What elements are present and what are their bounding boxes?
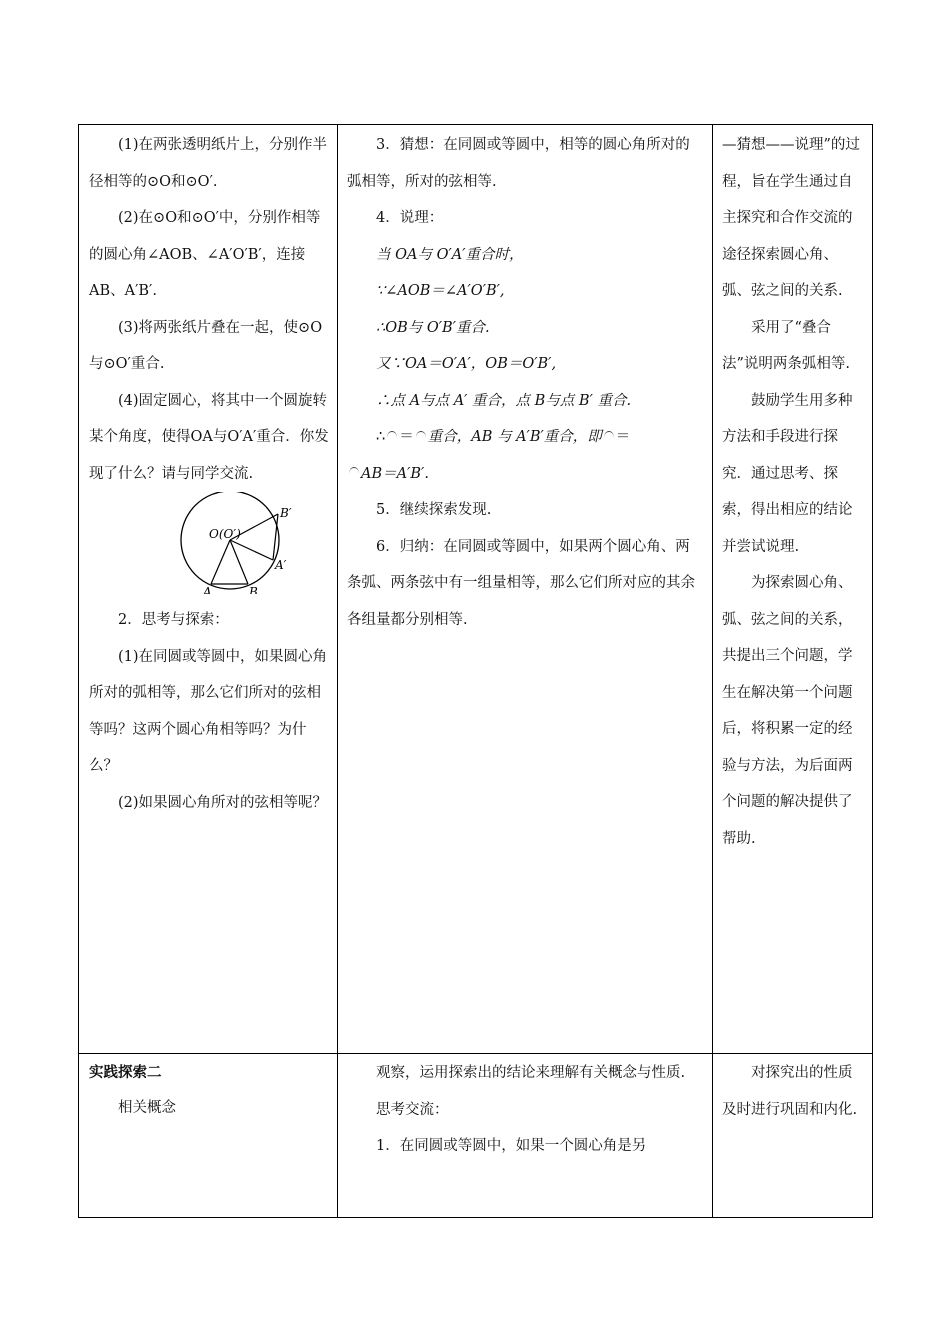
proof-line-3: ∴OB与 O′B′重合. — [376, 319, 490, 336]
proof-line-7-text: AB＝A′B′. — [361, 465, 429, 482]
lesson-table — [78, 124, 873, 1218]
row2-col3 — [722, 1055, 866, 1128]
arc-a-prime-b-prime-symbol — [349, 467, 359, 480]
therefore-symbol: ∴ — [376, 429, 386, 445]
circle-diagram — [179, 492, 309, 594]
proof-line-6 — [347, 419, 703, 456]
discussion-heading: 思考交流： — [376, 1101, 449, 1118]
proof-line-4: 又∵OA＝O′A′，OB＝O′B′, — [376, 356, 557, 372]
design-note-3: 鼓励学生用多种方法和手段进行探究．通过思考、探索，得出相应的结论并尝试说理. — [722, 392, 853, 555]
design-note-4: 为探索圆心角、弧、弦之间的关系，共提出三个问题，学生在解决第一个问题后，将积累一定的经验与方法，为后面两个问题的解决提供了帮助. — [722, 575, 853, 847]
proof-line-2: ∵∠AOB＝∠A′O′B′, — [376, 283, 505, 299]
equals-symbol: ＝ — [615, 429, 631, 445]
row-divider — [79, 1053, 872, 1054]
question-1: (1)在同圆或等圆中，如果圆心角所对的弧相等，那么它们所对的弦相等吗？这两个圆心角相等吗？为什么？ — [89, 648, 328, 774]
reasoning-heading: 4．说理： — [376, 210, 444, 226]
discussion-question-1: 1．在同圆或等圆中，如果一个圆心角是另 — [376, 1138, 647, 1154]
design-note-5: 对探究出的性质及时进行巩固和内化. — [722, 1065, 858, 1118]
proof-line-1: 当 OA与 O′A′重合时， — [376, 246, 524, 263]
design-note-1: —猜想——说理”的过程，旨在学生通过自主探究和合作交流的途径探索圆心角、弧、弦之间的关系. — [722, 137, 860, 299]
question-2: (2)如果圆心角所对的弦相等呢？ — [118, 794, 328, 811]
row1-col1 — [89, 127, 329, 821]
arc-a-prime-b-prime-symbol — [416, 431, 426, 444]
proof-line-7 — [347, 456, 703, 493]
label-center: O(O′) — [209, 527, 241, 541]
summary-conclusion: 6．归纳：在同圆或等圆中，如果两个圆心角、两条弧、两条弦中有一组量相等，那么它们所对应的其余各组量都分别相等. — [347, 538, 695, 628]
label-b-prime: B′ — [280, 506, 292, 520]
equals-symbol: ＝ — [399, 429, 414, 445]
radius-oa — [211, 540, 230, 584]
arc-ab-symbol — [387, 431, 397, 444]
circle-figure — [179, 492, 309, 594]
conjecture: 3．猜想：在同圆或等圆中，相等的圆心角所对的弧相等，所对的弦相等. — [347, 137, 690, 190]
design-note-2: 采用了“叠合法”说明两条弧相等. — [722, 319, 851, 372]
row2-col2 — [347, 1055, 703, 1165]
activity-step-4: (4)固定圆心，将其中一个圆旋转某个角度，使得OA与O′A′重合．你发现了什么？请与同学交流. — [89, 392, 329, 482]
activity-step-1: (1)在两张透明纸片上，分别作半径相等的⊙O和⊙O′. — [89, 137, 328, 190]
activity-step-2: (2)在⊙O和⊙O′中，分别作相等的圆心角∠AOB、∠A′O′B′，连接AB、A′B′. — [89, 210, 321, 299]
activity-step-3: (3)将两张纸片叠在一起，使⊙O与⊙O′重合. — [89, 319, 323, 372]
row1-col2 — [347, 127, 703, 638]
observe-text: 观察，运用探索出的结论来理解有关概念与性质. — [376, 1065, 686, 1081]
proof-line-5: ∴点 A与点 A′ 重合，点 B与点 B′ 重合. — [376, 392, 632, 409]
row2-col1 — [89, 1055, 329, 1126]
continue-explore: 5．继续探索发现. — [376, 502, 492, 518]
arc-ab-symbol — [604, 431, 614, 444]
section-subtitle: 相关概念 — [118, 1099, 176, 1116]
label-b: B — [249, 585, 258, 594]
label-a-prime: A′ — [275, 558, 287, 572]
section-heading-think: 2．思考与探索： — [118, 612, 229, 628]
row1-col3 — [722, 127, 866, 857]
label-a: A — [203, 585, 212, 594]
proof-line-6-text: 重合，AB 与 A′B′重合，即 — [427, 429, 602, 445]
section-title: 实践探索二 — [89, 1064, 162, 1081]
